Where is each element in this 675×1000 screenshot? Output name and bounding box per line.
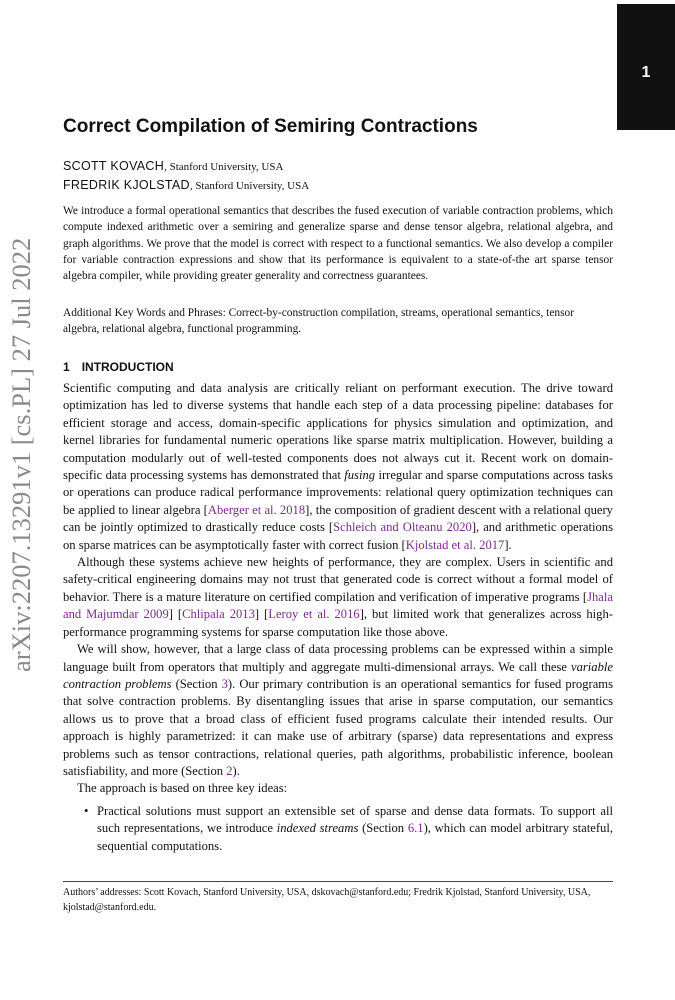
author-name: SCOTT KOVACH: [63, 159, 165, 173]
section-ref-link[interactable]: 2: [226, 763, 233, 778]
author-affiliation: , Stanford University, USA: [164, 161, 284, 173]
emphasis: indexed streams: [276, 821, 359, 836]
author-list: [63, 157, 309, 195]
body-text: [63, 380, 613, 855]
page-number-tab: [617, 4, 675, 130]
keywords: Additional Key Words and Phrases: Correct-by-construction compilation, streams, operational semantics, tensor algebra, relational algebra, functional programming.: [63, 307, 575, 336]
citation-link[interactable]: Jhala and Majumdar 2009: [63, 589, 613, 622]
paragraph: Scientific computing and data analysis are critically reliant on performant execution. The drive toward optimization has led to diverse systems that handle each step of a data processing pipeline: databases for efficient storage and access, domain-specific applications for physics simulation and optimization, and kernel libraries for fundamental numeric operations like sparse matrix multiplication. However, building a computation modularly out of well-tested components does not always cut it. Recent work on domain-specific data processing systems has demonstrated that fusing irregular and sparse computations across tasks or operations can produce radical performance improvements: relational query optimization techniques can be applied to linear algebra [Aberger et al. 2018], the composition of gradient descent with a relational query can be jointly optimized to drastically reduce costs [Schleich and Olteanu 2020], and arithmetic operations on sparse matrices can be asymptotically faster with correct fusion [Kjolstad et al. 2017].: [63, 381, 614, 552]
abstract: We introduce a formal operational semantics that describes the fused execution of variable contraction problems, which compute indexed arithmetic over a semiring and generalize sparse and dense tensor algebra, relational algebra, and graph algorithms. We prove that the model is correct with respect to a functional semantics. We also develop a compiler for variable contraction expressions and show that its performance is equivalent to a state-of-the art sparse tensor algebra compiler, while providing greater generality and correctness guarantees.: [63, 205, 613, 283]
paragraph: The approach is based on three key ideas:: [77, 781, 288, 796]
author-line: [63, 176, 309, 195]
author-name: FREDRIK KJOLSTAD: [63, 178, 190, 192]
page-number: 1: [641, 64, 651, 81]
paper-title: Correct Compilation of Semiring Contractions: [63, 116, 478, 137]
citation-link[interactable]: Leroy et al. 2016: [268, 607, 360, 622]
citation-link[interactable]: Aberger et al. 2018: [207, 502, 306, 517]
idea-list: [63, 798, 613, 855]
footnote-divider: [63, 881, 613, 882]
citation-link[interactable]: Schleich and Olteanu 2020: [333, 520, 472, 535]
section-ref-link[interactable]: 3: [221, 676, 228, 691]
citation-link[interactable]: Chlipala 2013: [182, 607, 255, 622]
paragraph: Although these systems achieve new heights of performance, they are complex. Users in scientific and safety-critical engineering domains may not trust that generated code is correct without a formal model of behavior. There is a mature literature on certified compilation and verification of imperative programs [Jhala and Majumdar 2009] [Chlipala 2013] [Leroy et al. 2016], but limited work that generalizes across high-performance programming systems for sparse computation like those above.: [63, 555, 613, 639]
author-line: [63, 157, 309, 176]
list-item: • Practical solutions must support an extensible set of sparse and dense data formats. To support all such representations, we introduce indexed streams (Section 6.1), which can model arbitrary stateful, sequential computations.: [84, 803, 613, 853]
emphasis: variable contraction problems: [63, 659, 613, 691]
citation-link[interactable]: Kjolstad et al. 2017: [405, 537, 505, 552]
section-heading: [63, 360, 174, 374]
section-title: INTRODUCTION: [81, 360, 174, 374]
bullet-icon: •: [84, 803, 89, 818]
emphasis: fusing: [344, 468, 376, 483]
footnote: Authors’ addresses: Scott Kovach, Stanford University, USA, dskovach@stanford.edu; Fredrik Kjolstad, Stanford University, USA, kjolstad@stanford.edu.: [63, 887, 591, 913]
arxiv-stamp: arXiv:2207.13291v1 [cs.PL] 27 Jul 2022: [6, 237, 36, 672]
paragraph: We will show, however, that a large class of data processing problems can be expressed within a simple language built from operators that multiply and aggregate multi-dimensional arrays. We call these variable contraction problems (Section 3). Our primary contribution is an operational semantics for fused programs that solve contraction problems. By disentangling issues that arise in sparse computation, our semantics allows us to prove that a broad class of efficient fused programs calculate their intended results. Our approach is highly parametrized: it can make use of arbitrary (sparse) data representations and express problems such as tensor contractions, relational queries, path algorithms, probabilistic inference, boolean satisfiability, and more (Section 2).: [63, 642, 613, 778]
author-affiliation: , Stanford University, USA: [189, 180, 310, 192]
section-ref-link[interactable]: 6.1: [407, 821, 424, 836]
section-number: 1: [63, 360, 70, 374]
